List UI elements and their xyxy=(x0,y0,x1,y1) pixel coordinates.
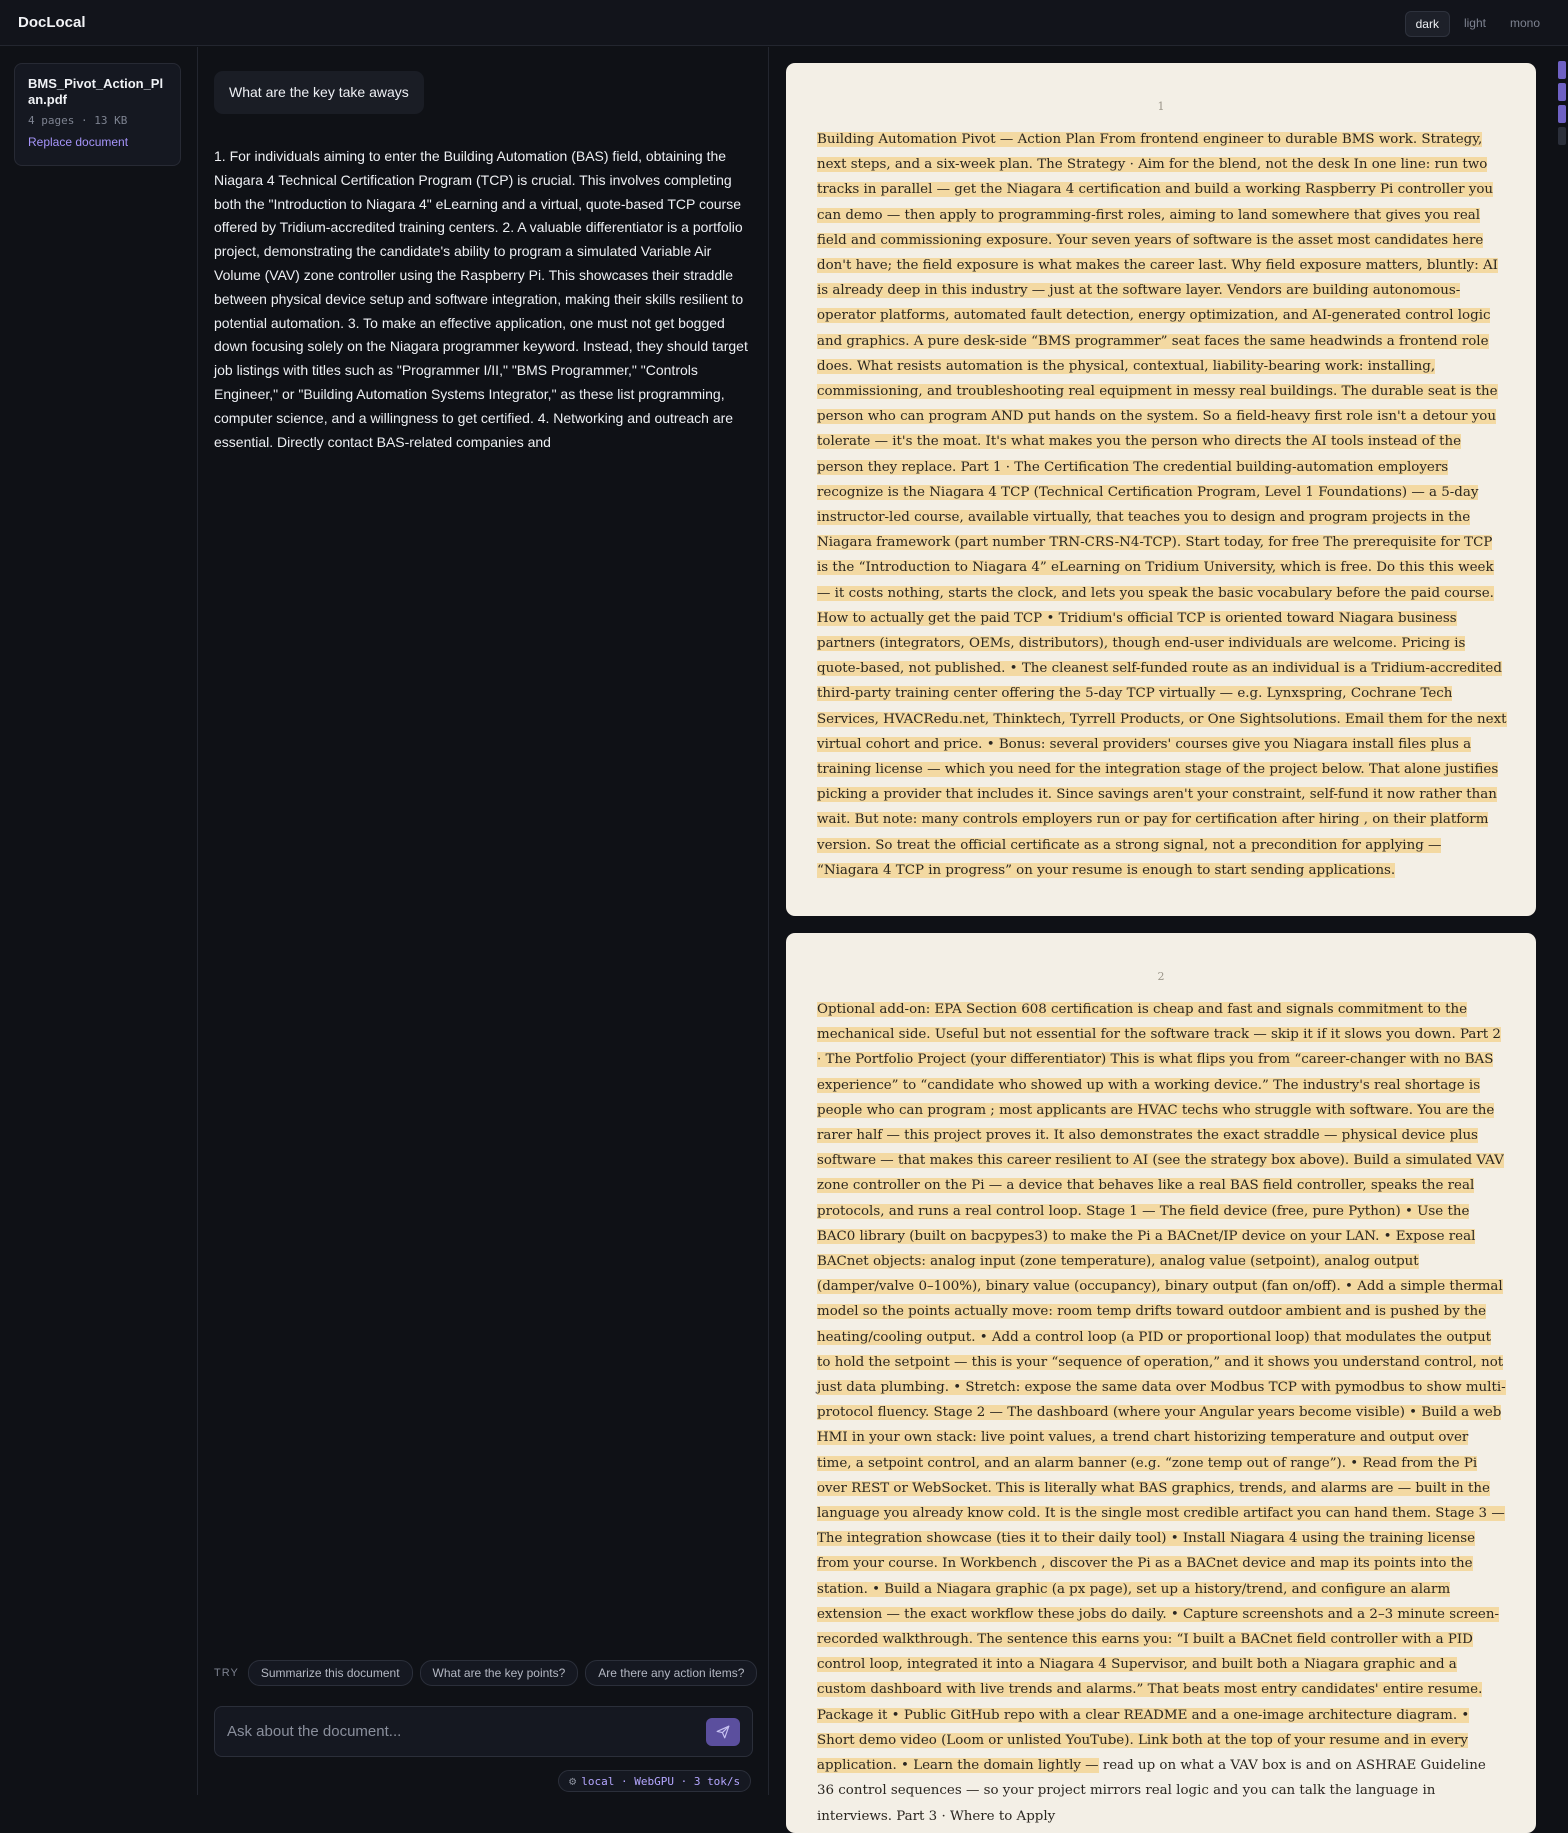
theme-switcher xyxy=(1405,11,1550,37)
theme-light-button[interactable]: light xyxy=(1463,16,1486,30)
document-card xyxy=(14,63,181,166)
composer xyxy=(214,1706,753,1757)
try-label: TRY xyxy=(214,1667,239,1679)
send-button[interactable] xyxy=(706,1718,740,1746)
page-number: 1 xyxy=(1157,100,1165,113)
replace-document-link[interactable]: Replace document xyxy=(28,135,129,149)
send-icon xyxy=(716,1725,730,1739)
gear-icon: ⚙ xyxy=(569,1774,577,1788)
ask-input[interactable] xyxy=(227,1707,697,1756)
sidebar xyxy=(0,47,198,1795)
theme-dark-button[interactable]: dark xyxy=(1405,11,1450,37)
page-number: 2 xyxy=(1157,970,1165,983)
suggestion-row xyxy=(214,1660,757,1686)
minimap-page-mark[interactable] xyxy=(1558,105,1566,123)
document-page xyxy=(786,933,1536,1833)
model-status xyxy=(558,1770,751,1792)
minimap-page-mark[interactable] xyxy=(1558,127,1566,145)
minimap-page-mark[interactable] xyxy=(1558,61,1566,79)
page-text xyxy=(817,127,1507,883)
top-bar xyxy=(0,0,1568,46)
model-status-text: local · WebGPU · 3 tok/s xyxy=(581,1774,741,1788)
page-plain-text: read up on what a VAV box is and on ASHRAE Guideline 36 control sequences — so your project mirrors real logic and you can talk the language in interviews. Part 3 · Where to Apply xyxy=(817,1758,1486,1824)
chat-panel xyxy=(199,47,769,1795)
app-brand: DocLocal xyxy=(18,14,86,31)
document-meta: 4 pages · 13 KB xyxy=(28,114,128,127)
document-name: BMS_Pivot_Action_Plan.pdf xyxy=(28,76,164,107)
highlighted-passage: Optional add-on: EPA Section 608 certification is cheap and fast and signals commitment to the mechanical side. Useful but not essential for the software track — skip it if it slows you down. Part 2 · The Portfolio Project (your differentiator) This is what flips you from “career-changer with no BAS experience” to “candidate who showed up with a working device.” The industry's real shortage is people who can program ; most applicants are HVAC techs who struggle with software. You are the rarer half — this project proves it. It also demonstrates the exact straddle — physical device plus software — that makes this career resilient to AI (see the strategy box above). Build a simulated VAV zone controller on the Pi — a device that behaves like a real BAS field controller, speaks the real protocols, and runs a real control loop. Stage 1 — The field device (free, pure Python) • Use the BAC0 library (built on bacpypes3) to make the Pi a BACnet/IP device on your LAN. • Expose real BACnet objects: analog input (zone temperature), analog value (setpoint), analog output (damper/valve 0–100%), binary value (occupancy), binary output (fan on/off). • Add a simple thermal model so the points actually move: room temp drifts toward outdoor ambient and is pushed by the heating/cooling output. • Add a control loop (a PID or proportional loop) that modulates the output to hold the setpoint — this is your “sequence of operation,” and it shows you understand control, not just data plumbing. • Stretch: expose the same data over Modbus TCP with pymodbus to show multi-protocol fluency. Stage 2 — The dashboard (where your Angular years become visible) • Build a web HMI in your own stack: live point values, a trend chart historizing temperature and output over time, a setpoint control, and an alarm banner (e.g. “zone temp out of range”). • Read from the Pi over REST or WebSocket. This is literally what BAS graphics, trends, and alarms are — built in the language you already know cold. It is the single most credible artifact you can hand them. Stage 3 — The integration showcase (ties it to their daily tool) • Install Niagara 4 using the training license from your course. In Workbench , discover the Pi as a BACnet device and map its points into the station. • Build a Niagara graphic (a px page), set up a history/trend, and configure an alarm extension — the exact workflow these jobs do daily. • Capture screenshots and a 2–3 minute screen-recorded walkthrough. The sentence this earns you: “I built a BACnet field controller with a PID control loop, integrated it into a Niagara 4 Supervisor, and built both a Niagara graphic and a custom dashboard with live trends and alarms.” That beats most entry candidates' entire resume. Package it • Public GitHub repo with a clear README and a one-image architecture diagram. • Short demo video (Loom or unlisted YouTube). Link both at the top of your resume and in every application. • Learn the domain lightly — xyxy=(817,1002,1506,1774)
document-page xyxy=(786,63,1536,916)
minimap-page-mark[interactable] xyxy=(1558,83,1566,101)
document-viewer[interactable] xyxy=(770,47,1568,1824)
user-message: What are the key take aways xyxy=(214,71,424,114)
suggestion-key-points[interactable]: What are the key points? xyxy=(420,1660,579,1686)
assistant-message: 1. For individuals aiming to enter the Building Automation (BAS) field, obtaining the Niagara 4 Technical Certification Program (TCP) is crucial. This involves completing both the "Introduction to Niagara 4" eLearning and a virtual, quote-based TCP course offered by Tridium-accredited training centers. 2. A valuable differentiator is a portfolio project, demonstrating the candidate's ability to program a simulated Variable Air Volume (VAV) zone controller using the Raspberry Pi. This showcases their straddle between physical device setup and software integration, making their skills resilient to potential automation. 3. To make an effective application, one must not get bogged down focusing solely on the Niagara programmer keyword. Instead, they should target job listings with titles such as "Programmer I/II," "BMS Programmer," "Controls Engineer," or "Building Automation Systems Integrator," as these list programming, computer science, and a willingness to get certified. 4. Networking and outreach are essential. Directly contact BAS-related companies and xyxy=(214,148,748,450)
highlighted-passage: Building Automation Pivot — Action Plan From frontend engineer to durable BMS work. Strategy, next steps, and a six-week plan. The Strategy · Aim for the blend, not the desk In one line: run two tracks in parallel — get the Niagara 4 certification and build a working Raspberry Pi controller you can demo — then apply to programming-first roles, aiming to land somewhere that gives you real field and commissioning exposure. Your seven years of software is the asset most candidates here don't have; the field exposure is what makes the career last. Why field exposure matters, bluntly: AI is already deep in this industry — just at the software layer. Vendors are building autonomous-operator platforms, automated fault detection, energy optimization, and AI-generated control logic and graphics. A pure desk-side “BMS programmer” seat faces the same headwinds a frontend role does. What resists automation is the physical, contextual, liability-bearing work: installing, commissioning, and troubleshooting real equipment in messy real buildings. The durable seat is the person who can program AND put hands on the system. So a field-heavy first role isn't a detour you tolerate — it's the moat. It's what makes you the person who directs the AI tools instead of the person they replace. Part 1 · The Certification The credential building-automation employers recognize is the Niagara 4 TCP (Technical Certification Program, Level 1 Foundations) — a 5-day instructor-led course, available virtually, that teaches you to design and program projects in the Niagara framework (part number TRN-CRS-N4-TCP). Start today, for free The prerequisite for TCP is the “Introduction to Niagara 4” eLearning on Tridium University, which is free. Do this this week — it costs nothing, starts the clock, and lets you speak the basic vocabulary before the paid course. How to actually get the paid TCP • Tridium's official TCP is oriented toward Niagara business partners (integrators, OEMs, distributors), though end-user individuals are welcome. Pricing is quote-based, not published. • The cleanest self-funded route as an individual is a Tridium-accredited third-party training center offering the 5-day TCP virtually — e.g. Lynxspring, Cochrane Tech Services, HVACRedu.net, Thinktech, Tyrrell Products, or One Sightsolutions. Email them for the next virtual cohort and price. • Bonus: several providers' courses give you Niagara install files plus a training license — which you need for the integration stage of the project below. That alone justifies picking a provider that includes it. Since savings aren't your constraint, self-fund it now rather than wait. But note: many controls employers run or pay for certification after hiring , on their platform version. So treat the official certificate as a strong signal, not a precondition for applying — “Niagara 4 TCP in progress” on your resume is enough to start sending applications. xyxy=(817,132,1507,878)
page-text xyxy=(817,997,1507,1829)
theme-mono-button[interactable]: mono xyxy=(1509,16,1540,30)
page-minimap[interactable] xyxy=(1558,61,1566,149)
suggestion-action-items[interactable]: Are there any action items? xyxy=(585,1660,757,1686)
suggestion-summarize[interactable]: Summarize this document xyxy=(248,1660,413,1686)
